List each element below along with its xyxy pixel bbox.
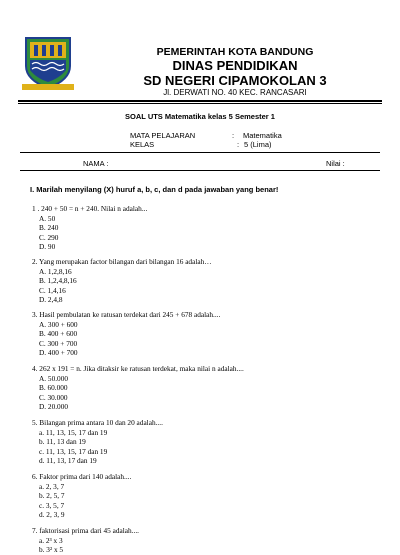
- student-name-label: NAMA :: [83, 159, 109, 168]
- answer-option: a. 2, 3, 7: [39, 481, 65, 491]
- question-1: [32, 204, 147, 252]
- question-text: 3. Hasil pembulatan ke ratusan terdekat dari 245 + 678 adalah....: [32, 310, 221, 319]
- class-colon: :: [237, 140, 240, 149]
- answer-option: B. 400 + 600: [39, 329, 78, 339]
- answer-option: b. 3² x 5: [39, 545, 64, 555]
- school-address: Jl. DERWATI NO. 40 KEC. RANCASARI: [163, 88, 307, 97]
- answer-option: D. 2,4,8: [39, 295, 63, 305]
- answer-option: a. 2³ x 3: [39, 535, 63, 545]
- name-row-bottom-border: [20, 170, 380, 171]
- answer-option: A. 50.000: [39, 373, 68, 383]
- answer-option: A. 300 + 600: [39, 319, 78, 329]
- answer-option: A. 50: [39, 213, 56, 223]
- answer-option: c. 11, 13, 15, 17 dan 19: [39, 446, 108, 456]
- answer-option: C. 290: [39, 232, 59, 242]
- class-label: KELAS: [130, 140, 155, 149]
- question-text: 5. Bilangan prima antara 10 dan 20 adalah....: [32, 418, 163, 427]
- answer-option: b. 2, 5, 7: [39, 491, 65, 501]
- city-emblem-logo: [20, 28, 76, 92]
- department-name: DINAS PENDIDIKAN: [172, 58, 298, 73]
- question-7: [32, 526, 139, 555]
- class-value: 5 (Lima): [244, 140, 272, 149]
- subject-label: MATA PELAJARAN: [130, 131, 196, 140]
- question-text: 6. Faktor prima dari 140 adalah....: [32, 472, 132, 481]
- question-6: [32, 472, 131, 520]
- score-label: Nilai :: [326, 159, 345, 168]
- answer-option: A. 1,2,8,16: [39, 266, 72, 276]
- answer-option: a. 11, 13, 15, 17 dan 19: [39, 427, 108, 437]
- instruction-text: I. Marilah menyilang (X) huruf a, b, c, dan d pada jawaban yang benar!: [30, 185, 279, 194]
- name-row-top-border: [20, 152, 380, 153]
- question-5: [32, 418, 163, 466]
- subject-colon: :: [232, 131, 235, 140]
- answer-option: B. 240: [39, 223, 59, 233]
- exam-title: SOAL UTS Matematika kelas 5 Semester 1: [125, 112, 275, 121]
- answer-option: D. 20.000: [39, 402, 68, 412]
- answer-option: b. 11, 13 dan 19: [39, 437, 86, 447]
- answer-option: C. 30.000: [39, 392, 68, 402]
- answer-option: d. 11, 13, 17 dan 19: [39, 456, 97, 466]
- question-3: [32, 310, 220, 358]
- answer-option: D. 90: [39, 242, 56, 252]
- header-divider-thin: [18, 103, 382, 104]
- question-4: [32, 364, 244, 412]
- subject-value: Matematika: [243, 131, 282, 140]
- question-text: 7. faktorisasi prima dari 45 adalah....: [32, 526, 139, 535]
- answer-option: C. 300 + 700: [39, 338, 78, 348]
- answer-option: C. 1,4,16: [39, 285, 66, 295]
- answer-option: B. 1,2,4,8,16: [39, 276, 77, 286]
- header-divider-thick: [18, 100, 382, 102]
- answer-option: d. 2, 3, 9: [39, 510, 65, 520]
- question-text: 1 . 240 + 50 = n + 240. Nilai n adalah...: [32, 204, 148, 213]
- question-text: 2. Yang merupakan factor bilangan dari bilangan 16 adalah…: [32, 257, 212, 266]
- answer-option: B. 60.000: [39, 383, 68, 393]
- question-text: 4. 262 x 191 = n. Jika ditaksir ke ratusan terdekat, maka nilai n adalah....: [32, 364, 244, 373]
- school-name: SD NEGERI CIPAMOKOLAN 3: [143, 73, 327, 88]
- government-name: PEMERINTAH KOTA BANDUNG: [156, 46, 314, 58]
- question-2: [32, 257, 212, 305]
- answer-option: D. 400 + 700: [39, 348, 78, 358]
- answer-option: c. 3, 5, 7: [39, 500, 65, 510]
